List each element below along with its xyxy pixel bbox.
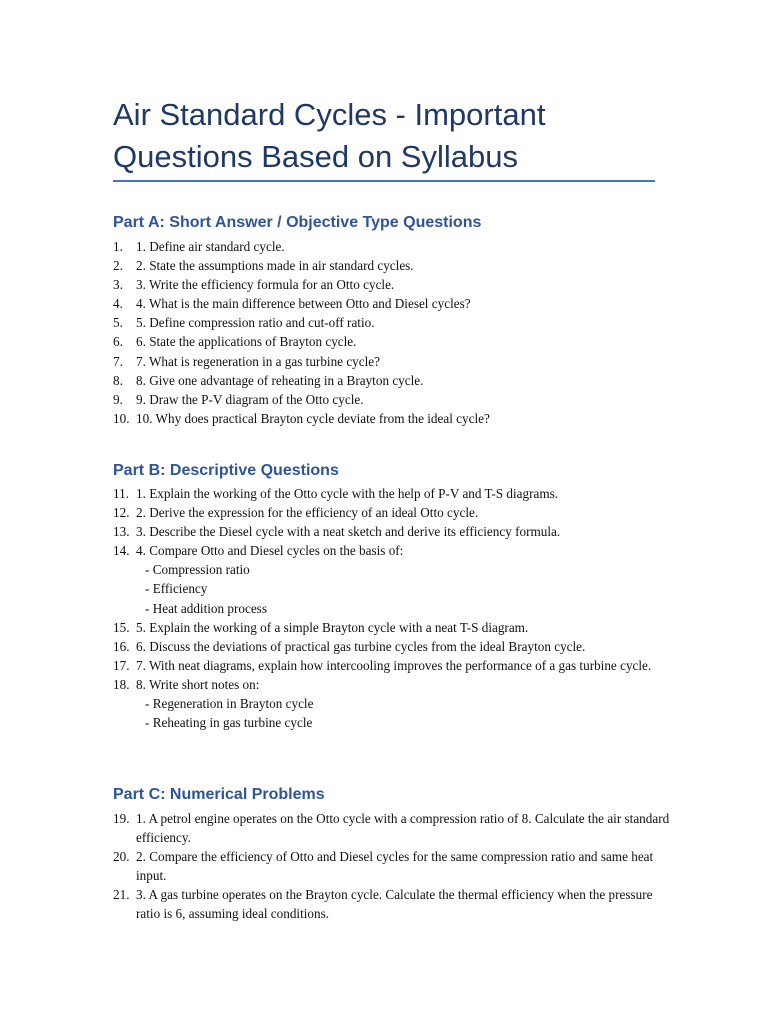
document-title: Air Standard Cycles - Important Questions Based on Syllabus [113, 97, 546, 174]
section-heading-part-a: Part A: Short Answer / Objective Type Questions [113, 214, 482, 231]
question-number: 20. [113, 849, 130, 865]
question-number: 2. [113, 258, 123, 274]
question-number: 10. [113, 410, 130, 426]
question-item [113, 390, 673, 409]
question-item [113, 541, 673, 617]
question-item [113, 371, 673, 390]
question-text: 5. Define compression ratio and cut-off ratio. [136, 315, 375, 331]
question-list-part-c [113, 809, 673, 924]
question-text: 6. State the applications of Brayton cycle. [136, 334, 357, 350]
question-item [113, 637, 673, 656]
question-text: 1. A petrol engine operates on the Otto cycle with a compression ratio of 8. Calculate the air standard efficiency. [136, 811, 670, 846]
question-subpoint: - Regeneration in Brayton cycle [145, 696, 314, 712]
question-text: 8. Give one advantage of reheating in a Brayton cycle. [136, 372, 424, 388]
title-underline [113, 180, 655, 182]
question-number: 14. [113, 543, 130, 559]
question-text: 8. Write short notes on: [136, 676, 260, 692]
question-text: 2. Derive the expression for the efficiency of an ideal Otto cycle. [136, 505, 479, 521]
question-subpoint: - Reheating in gas turbine cycle [145, 715, 313, 731]
section-heading-part-c: Part C: Numerical Problems [113, 786, 325, 803]
question-item [113, 313, 673, 332]
question-list-part-b [113, 484, 673, 732]
question-item [113, 409, 673, 428]
question-number: 9. [113, 391, 123, 407]
question-item [113, 352, 673, 371]
question-number: 5. [113, 315, 123, 331]
question-item [113, 675, 673, 732]
question-item [113, 332, 673, 351]
question-item [113, 809, 673, 847]
question-text: 4. What is the main difference between Otto and Diesel cycles? [136, 296, 471, 312]
question-item [113, 484, 673, 503]
question-number: 7. [113, 353, 123, 369]
section-heading-part-b: Part B: Descriptive Questions [113, 462, 339, 479]
question-item [113, 237, 673, 256]
question-text: 3. Write the efficiency formula for an Otto cycle. [136, 277, 395, 293]
question-text: 3. A gas turbine operates on the Brayton cycle. Calculate the thermal efficiency when the pressure ratio is 6, assuming ideal conditions. [136, 887, 653, 922]
question-text: 1. Define air standard cycle. [136, 239, 285, 254]
question-text: 3. Describe the Diesel cycle with a neat sketch and derive its efficiency formula. [136, 524, 561, 540]
question-number: 6. [113, 334, 123, 350]
question-number: 11. [113, 486, 129, 501]
question-item [113, 522, 673, 541]
question-item [113, 656, 673, 675]
question-text: 7. With neat diagrams, explain how intercooling improves the performance of a gas turbine cycle. [136, 657, 652, 673]
question-item [113, 275, 673, 294]
question-subpoint: - Compression ratio [145, 562, 250, 578]
question-text: 2. Compare the efficiency of Otto and Diesel cycles for the same compression ratio and same heat input. [136, 849, 654, 884]
question-text: 9. Draw the P-V diagram of the Otto cycle. [136, 391, 364, 407]
question-subpoint: - Efficiency [145, 581, 208, 597]
question-item [113, 847, 673, 885]
question-item [113, 256, 673, 275]
question-number: 18. [113, 676, 130, 692]
question-number: 4. [113, 296, 123, 312]
question-text: 10. Why does practical Brayton cycle deviate from the ideal cycle? [136, 410, 490, 426]
question-number: 8. [113, 372, 123, 388]
question-number: 13. [113, 524, 130, 540]
question-item [113, 618, 673, 637]
question-subpoint: - Heat addition process [145, 600, 267, 616]
question-number: 15. [113, 619, 130, 635]
question-text: 1. Explain the working of the Otto cycle with the help of P-V and T-S diagrams. [136, 486, 559, 501]
question-item [113, 885, 673, 923]
question-number: 12. [113, 505, 130, 521]
question-item [113, 294, 673, 313]
question-number: 19. [113, 811, 130, 826]
question-text: 5. Explain the working of a simple Brayton cycle with a neat T-S diagram. [136, 619, 529, 635]
question-number: 1. [113, 239, 123, 254]
question-text: 4. Compare Otto and Diesel cycles on the basis of: [136, 543, 404, 559]
question-text: 6. Discuss the deviations of practical gas turbine cycles from the ideal Brayton cycle. [136, 638, 586, 654]
question-number: 16. [113, 638, 130, 654]
question-text: 7. What is regeneration in a gas turbine cycle? [136, 353, 380, 369]
question-list-part-a [113, 237, 673, 428]
question-text: 2. State the assumptions made in air standard cycles. [136, 258, 414, 274]
question-number: 17. [113, 657, 130, 673]
question-item [113, 503, 673, 522]
question-number: 21. [113, 887, 130, 903]
question-number: 3. [113, 277, 123, 293]
